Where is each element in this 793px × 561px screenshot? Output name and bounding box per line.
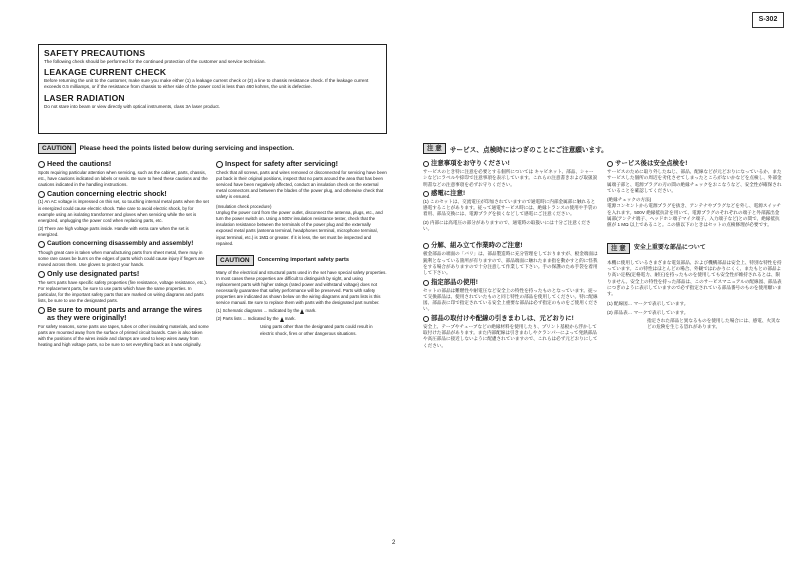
paragraph: Spots requiring particular attention when servicing, such as the cabinet, parts, chassis, etc., have cautions indicated on labels or seals. Be sure to heed these cautions and the cautions indicated in the handling instructions.	[38, 169, 208, 187]
bullet-icon	[607, 161, 613, 167]
jp-caution-tag: 注 意	[423, 143, 446, 154]
jp-important-parts-bar	[607, 243, 783, 254]
section-heading: Inspect for safety after servicing!	[216, 160, 387, 169]
paragraph: For safety reasons, some parts use tapes, tubes or other insulating materials, and some parts are mounted away from the surface of printed circuit boards. Care is also taken with the positions of the wires inside and clamps are used to keep wires away from heating and high voltage parts, so be sure to set everything back as it was originally.	[38, 324, 209, 348]
section-heading: Heed the cautions!	[38, 160, 209, 169]
sub-heading: (Insulation check procedure)	[216, 204, 272, 210]
paragraph: 安全上、テープやチューブなどの絶縁材料を使用したり、プリント基板から浮かして取付けた部品があります。また内部配線は引きまわしやクランパーによって発熱部品や高圧部品に接近しないように配慮されていますので、これらは必ず元どおりにしてください。	[423, 323, 598, 348]
jp-caution-bar-text: サービス、点検時にはつぎのことにご注意願います。	[449, 146, 608, 154]
bullet-icon	[216, 161, 223, 168]
section-heading: 部品の取付けや配線の引きまわしは、元どおりに!	[423, 315, 598, 323]
list-item: (1) 配線図… マークで表示しています。	[607, 301, 689, 307]
important-parts-title: Concerning important safety parts	[257, 257, 349, 264]
safety-precautions-title: SAFETY PRECAUTIONS	[44, 48, 146, 58]
safety-box	[38, 44, 387, 134]
jp-important-parts-title: 安全上重要な部品について	[633, 245, 706, 252]
bullet-icon	[38, 191, 45, 198]
section-heading: Caution concerning disassembly and assembly!	[38, 240, 209, 249]
section-heading: 分解、組み立て作業時のご注意!	[423, 242, 598, 250]
paragraph: The set's parts have specific safety properties (fire resistance, voltage resistance, etc.). For replacement parts, be sure to use parts which have the same properties. In particular, for the important safety parts that are marked on wiring diagrams and parts lists, be sure to use the designated parts.	[38, 279, 207, 303]
section-heading: Only use designated parts!	[38, 270, 209, 279]
section-heading: サービス後は安全点検を!	[607, 160, 783, 168]
section-heading: 注意事項をお守りください!	[423, 160, 598, 168]
leakage-current-text: Before returning the unit to the customer, make sure you make either (1) a leakage current check or (2) a line to chassis resistance check. If the leakage current exceeds 0.5 milliamps, or if the resistance from chassis to either side of the power cord is less than 460 kohms, the unit is defective.	[44, 78, 369, 90]
paragraph: サービスのために取り外したねじ、部品、配線などが元どおりになっているか、またサービスした個所の周辺を劣化させてしまったところがないかなどを点検し、外部金属端子部と、電源プラグの刃の間の絶縁チェックをおこなうなど、安全性が確保されていることを確認してください。	[607, 169, 782, 193]
japanese-column-right	[607, 158, 783, 333]
list-item: (2) 部品表… マークで表示しています。	[607, 309, 689, 315]
jp-caution-tag: 注 意	[607, 243, 630, 254]
paragraph: Though great care is taken when manufacturing parts from sheet metal, there may in some rare cases be burrs on the edges of parts which could cause injury if fingers are moved across them. Use gloves to protect your hands.	[38, 249, 205, 267]
section-heading: Be sure to mount parts and arrange the wires as they were originally!	[38, 306, 209, 323]
page-id-label: S-302	[752, 12, 784, 28]
paragraph: Unplug the power cord from the power outlet, disconnect the antenna, plugs, etc., and turn the power switch on. Using a 500V insulation resistance tester, check that the insulation resistance between the terminals of the power plug and the externally exposed metal parts (antenna terminal, headphones terminal, microphone terminal, input terminal, etc.) is 1MΩ or greater. If it is less, the set must be inspected and repaired.	[216, 210, 383, 246]
paragraph: 指定された部品と異なるものを使用した場合には、感電、火災などの危険を生じる恐れがあります。	[647, 318, 781, 330]
bullet-icon	[38, 161, 45, 168]
bullet-icon	[423, 161, 429, 167]
english-column-right	[216, 158, 387, 339]
section-heading: 感電に注意!	[423, 190, 598, 198]
caution-tag: CAUTION	[216, 255, 254, 266]
bullet-icon	[423, 316, 429, 322]
bullet-icon	[423, 191, 429, 197]
paragraph: サービスのとき特に注意を必要とする個所については キャビネット、部品、シャーシなどにラベルや捺印で注意事項を表示しています。これらの注意書きおよび取扱説明書などの注意事項を必ずお守りください。	[423, 169, 598, 187]
safety-mark-icon	[300, 309, 304, 314]
page-number: 2	[392, 540, 396, 546]
english-column-left	[38, 158, 209, 350]
paragraph: 電源コンセントから電源プラグを抜き、アンテナやプラグなどを外し、電源スイッチを入れます。500V 絶縁抵抗計を用いて、電源プラグのそれぞれの端子と外部露出金属部(アンテナ端子、ヘッドホン端子マイク端子、入力端子など)との間で、絶縁抵抗値が 1 MΩ 以上であること。この値以下のときはセットの点検修理が必要です。	[607, 203, 782, 228]
paragraph: (2) There are high voltage parts inside. Handle with extra care when the set is energized.	[38, 225, 189, 237]
japanese-caution-bar	[423, 143, 783, 154]
laser-radiation-title: LASER RADIATION	[44, 92, 125, 103]
bullet-icon	[38, 241, 45, 248]
section-heading: 指定部品の使用!	[423, 279, 598, 287]
bullet-icon	[38, 271, 45, 278]
paragraph: Using parts other than the designated parts could result in electric shock, fires or other dangerous situations.	[260, 324, 373, 336]
leakage-current-title: LEAKAGE CURRENT CHECK	[44, 67, 167, 78]
paragraph: 本機に使用しているさまざまな電気部品、および機構部品は安全上、特別な特性を持っています。この特性はほとんどの場合、外観ではわかりにくく、またもとの部品より高い定格(定格電力、耐圧)を持ったものを使用しても安全性が維持されるとは、限りません。安全上の特性を持った部品は、このサービスマニュアルの配線図、部品表につぎのように表示していますので必ず指定されている部品番号のものを使用願います。	[607, 259, 782, 297]
laser-radiation-text: Do not stare into beam or view directly with optical instruments, class 3A laser product.	[44, 103, 220, 109]
paragraph: 板金部品の端面の「バリ」は、部品製造時に充分管理をしておりますが、板金端面は鋭利となっている箇所が有りますので、部品端面に触れたまま指を動かすと的に怪我をする場合がありますので十分注意して作業して下さい。手の保護のため手袋を着用して下さい。	[423, 251, 598, 276]
sub-heading: (絶縁チェックの方法)	[607, 197, 652, 203]
bullet-icon	[423, 280, 429, 286]
paragraph: (2) 内部には高電圧の部分がありますので、通電時の取扱いには十分ご注意ください。	[423, 219, 591, 232]
safety-precautions-text: The following check should be performed for the continued protection of the customer and service technician.	[44, 59, 266, 64]
paragraph: (1) An AC voltage is impressed on this set, so touching internal metal parts when the set is energized could cause electric shock. Take care to avoid electric shock, by for example using an isolating transformer and gloves when servicing while the set is energized, unplugging the power cord when replacing parts, etc.	[38, 199, 209, 223]
list-item: (1) Schematic diagrams ... Indicated by the mark.	[216, 308, 317, 314]
bullet-icon	[38, 307, 45, 314]
caution-tag: CAUTION	[38, 143, 76, 154]
list-item: (2) Parts lists ... Indicated by the mark.	[216, 316, 296, 322]
paragraph: (1) このセットは、交流電圧が印加されていますので通電時に内部金属部に触れると感電することがあります。従って通電サービス時には、絶縁トランスの使用や手袋の着用、部品交換には、電源プラグを抜くなどして感電にご注意ください。	[423, 198, 598, 217]
important-parts-bar	[216, 255, 387, 266]
bullet-icon	[423, 243, 429, 249]
safety-mark-icon	[280, 317, 284, 322]
section-heading: Caution concerning electric shock!	[38, 190, 209, 199]
paragraph: セットの部品は難燃性や耐電圧など安全上の特性を持ったものとなっています。従って交換部品は、使用されていたものと同じ特性の部品を使用してください。特に配線図、部品表に印で指定されている安全上重要な部品は必ず指定のものをご使用ください。	[423, 287, 598, 312]
paragraph: Many of the electrical and structural parts used in the set have special safety properties. In most cases these properties are difficult to distinguish by sight, and using replacement parts with higher ratings (rated power and withstand voltage) does not necessarily guarantee that safety performance will be preserved. Parts with safety properties are indicated as shown below on the wiring diagrams and parts lists is this service manual. Be sure to replace them with parts with the designated part number.	[216, 269, 387, 306]
caution-bar	[38, 143, 387, 154]
japanese-column-left	[423, 158, 598, 351]
paragraph: Check that all screws, parts and wires removed or disconnected for servicing have been put back in their original positions, inspect that no parts around the area that has been serviced have been negatively affected, conduct an insulation check on the external metal connectors and between the blades of the power plug, and otherwise check that safety is ensured.	[216, 169, 387, 199]
caution-bar-text: Please heed the points listed below during servicing and inspection.	[79, 145, 294, 152]
